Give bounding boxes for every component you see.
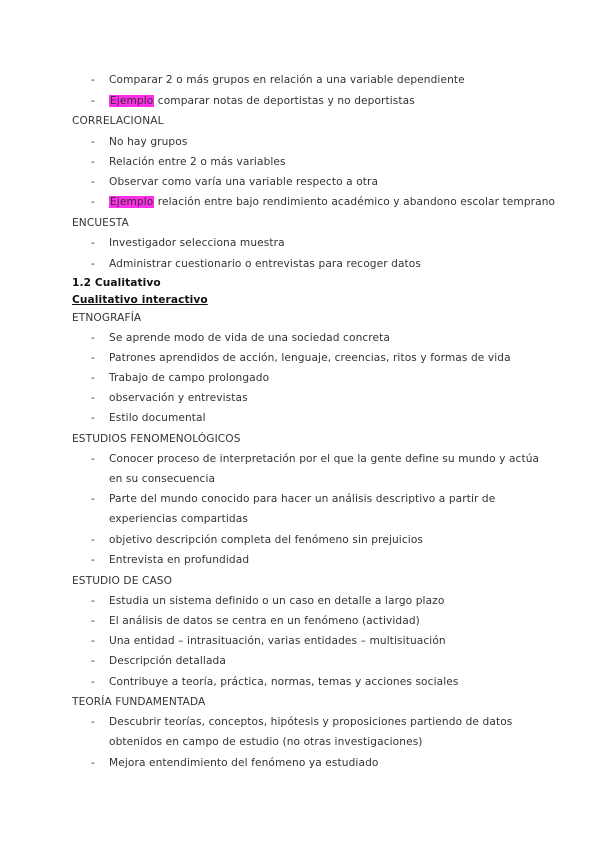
list-item-text: Estudia un sistema definido o un caso en detalle a largo plazo xyxy=(109,595,445,607)
list-item-text: Observar como varía una variable respecto a otra xyxy=(109,176,379,188)
list-item-text xyxy=(109,195,555,209)
section-heading: ESTUDIO DE CASO xyxy=(72,575,173,587)
list-item-text: Contribuye a teoría, práctica, normas, temas y acciones sociales xyxy=(109,676,459,688)
bullet-dash: - xyxy=(91,716,95,728)
bullet-dash: - xyxy=(91,372,95,384)
list-item-text: Relación entre 2 o más variables xyxy=(109,156,286,168)
bullet-dash: - xyxy=(91,258,95,270)
section-title: 1.2 Cualitativo xyxy=(72,277,161,289)
bullet-dash: - xyxy=(91,237,95,249)
list-item-text: objetivo descripción completa del fenómeno sin prejuicios xyxy=(109,534,424,546)
bullet-dash: - xyxy=(91,352,95,364)
bullet-dash: - xyxy=(91,74,95,86)
bullet-dash: - xyxy=(91,196,95,208)
list-item-text: observación y entrevistas xyxy=(109,392,248,404)
list-item-text xyxy=(109,94,415,108)
list-item-text: Comparar 2 o más grupos en relación a una variable dependiente xyxy=(109,74,465,86)
bullet-dash: - xyxy=(91,392,95,404)
bullet-dash: - xyxy=(91,453,95,465)
list-item-text: Estilo documental xyxy=(109,412,206,424)
list-item-text: El análisis de datos se centra en un fenómeno (actividad) xyxy=(109,615,420,627)
bullet-dash: - xyxy=(91,95,95,107)
list-item-text: Descubrir teorías, conceptos, hipótesis y proposiciones partiendo de datos xyxy=(109,716,513,728)
bullet-dash: - xyxy=(91,676,95,688)
list-item-text: Administrar cuestionario o entrevistas para recoger datos xyxy=(109,258,422,270)
subsection-title: Cualitativo interactivo xyxy=(72,294,208,306)
list-item-text: Patrones aprendidos de acción, lenguaje, creencias, ritos y formas de vida xyxy=(109,352,511,364)
bullet-dash: - xyxy=(91,332,95,344)
list-item-text: en su consecuencia xyxy=(109,473,216,485)
list-item-text: Entrevista en profundidad xyxy=(109,554,250,566)
bullet-dash: - xyxy=(91,412,95,424)
section-heading: ESTUDIOS FENOMENOLÓGICOS xyxy=(72,433,241,445)
list-item-text: experiencias compartidas xyxy=(109,513,248,525)
bullet-dash: - xyxy=(91,655,95,667)
bullet-dash: - xyxy=(91,534,95,546)
bullet-dash: - xyxy=(91,554,95,566)
list-item-text: Descripción detallada xyxy=(109,655,226,667)
list-item-rest: comparar notas de deportistas y no deportistas xyxy=(154,95,415,107)
list-item-text: obtenidos en campo de estudio (no otras investigaciones) xyxy=(109,736,423,748)
list-item-text: Parte del mundo conocido para hacer un análisis descriptivo a partir de xyxy=(109,493,496,505)
bullet-dash: - xyxy=(91,136,95,148)
list-item-text: Se aprende modo de vida de una sociedad concreta xyxy=(109,332,390,344)
highlight-ejemplo: Ejemplo xyxy=(110,196,154,208)
section-heading: ETNOGRAFÍA xyxy=(72,312,142,324)
bullet-dash: - xyxy=(91,595,95,607)
section-heading: CORRELACIONAL xyxy=(72,115,164,127)
list-item-text: Mejora entendimiento del fenómeno ya estudiado xyxy=(109,757,379,769)
bullet-dash: - xyxy=(91,615,95,627)
bullet-dash: - xyxy=(91,757,95,769)
section-heading: ENCUESTA xyxy=(72,217,129,229)
list-item-text: No hay grupos xyxy=(109,136,188,148)
list-item-rest: relación entre bajo rendimiento académico y abandono escolar temprano xyxy=(154,196,556,208)
list-item-text: Trabajo de campo prolongado xyxy=(109,372,270,384)
list-item-text: Conocer proceso de interpretación por el que la gente define su mundo y actúa xyxy=(109,453,540,465)
section-heading: TEORÍA FUNDAMENTADA xyxy=(72,696,206,708)
bullet-dash: - xyxy=(91,156,95,168)
bullet-dash: - xyxy=(91,635,95,647)
list-item-text: Investigador selecciona muestra xyxy=(109,237,285,249)
bullet-dash: - xyxy=(91,493,95,505)
bullet-dash: - xyxy=(91,176,95,188)
highlight-ejemplo: Ejemplo xyxy=(110,95,154,107)
list-item-text: Una entidad – intrasituación, varias entidades – multisituación xyxy=(109,635,446,647)
